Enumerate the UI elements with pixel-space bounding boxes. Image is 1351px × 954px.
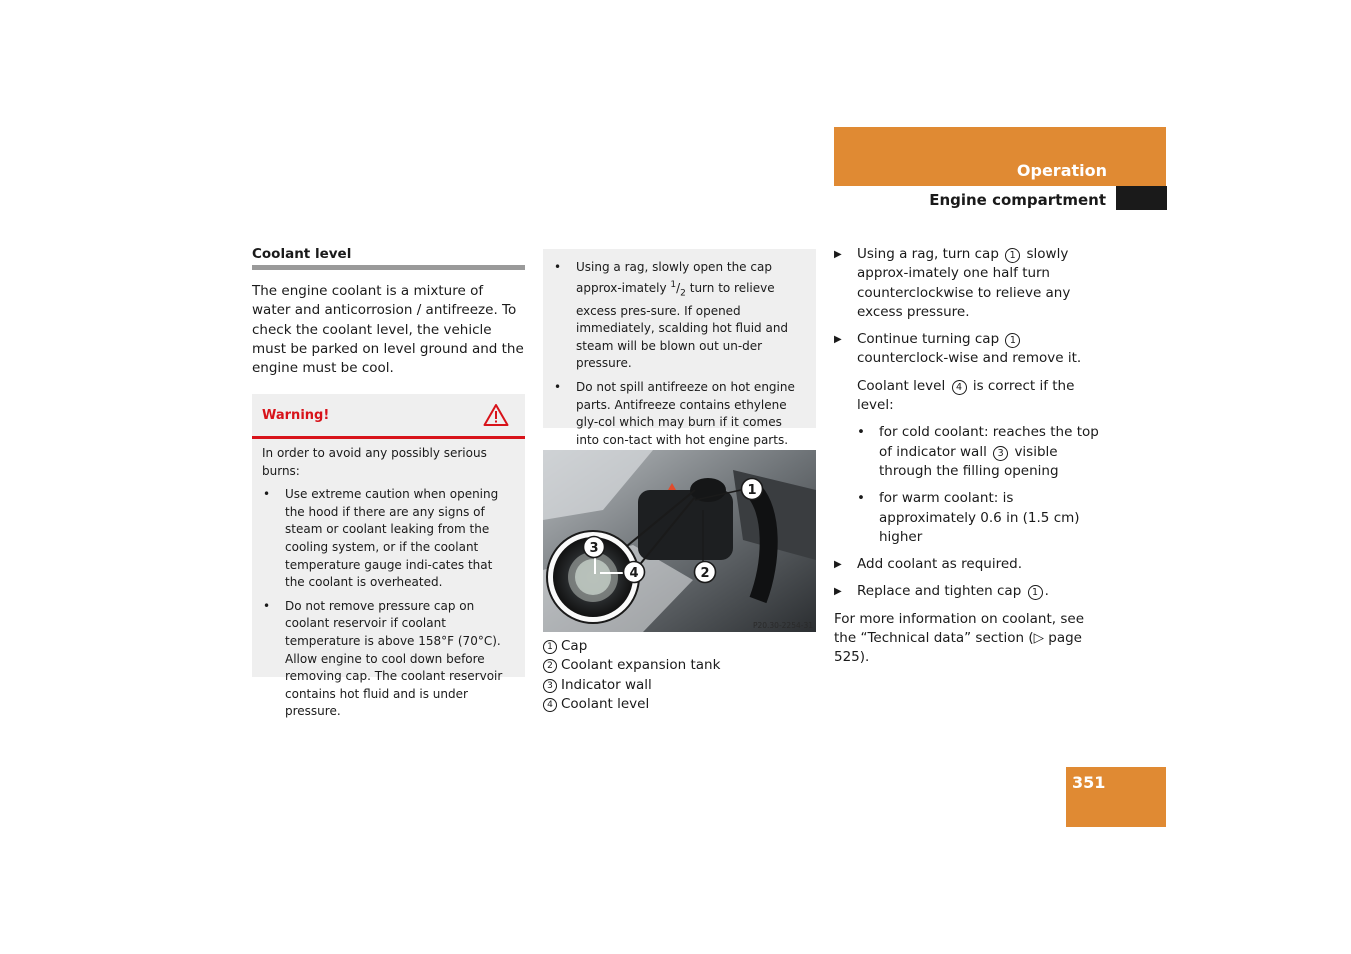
warning-header (252, 394, 525, 439)
page-number: 351 (1072, 773, 1106, 792)
step-text: . (1044, 583, 1049, 600)
list-item-text: Using a rag, slowly open the cap approx-imately (576, 260, 772, 295)
warning-continuation-box (543, 249, 816, 447)
svg-text:2: 2 (700, 566, 710, 581)
step-item (834, 582, 1110, 601)
step-text: counterclock-wise and remove it. (857, 350, 1082, 367)
step-text: is correct if the level: (857, 377, 1075, 414)
legend-label: Coolant expansion tank (561, 657, 721, 674)
warning-triangle-icon (483, 403, 509, 427)
coolant-intro: The engine coolant is a mixture of water and anticorrosion / antifreeze. To check the coolant level, the vehicle must be parked on level ground and the engine must be cool. (252, 283, 524, 377)
ref-number: 1 (1005, 333, 1020, 348)
step-text: Replace and tighten cap (857, 583, 1022, 600)
subsection-title: Engine compartment (929, 191, 1106, 209)
svg-text:3: 3 (589, 541, 599, 556)
legend-item (543, 656, 816, 675)
procedure-steps (834, 245, 1110, 668)
step-text: Continue turning cap (857, 331, 1000, 348)
list-item: • Do not remove pressure cap on coolant reservoir if coolant temperature is above 158°F (70°C). Allow engine to cool down before removing cap. The coolant reservoir contains hot fluid and is under pressure. (262, 598, 515, 721)
warning-continuation-list (553, 253, 806, 449)
level-condition (834, 377, 1110, 416)
legend-item (543, 695, 816, 714)
callout-3 (584, 537, 605, 558)
step-item (834, 330, 1110, 369)
half-fraction: $^1/_2$ (670, 279, 686, 298)
step-text: for cold coolant: reaches the top of indicator wall (879, 424, 1099, 460)
step-text: Add coolant as required. (857, 556, 1022, 573)
list-item (553, 259, 806, 373)
warning-lead: In order to avoid any possibly serious burns: (262, 446, 487, 478)
step-arrow-icon: ▶ (834, 586, 842, 598)
step-arrow-icon: ▶ (834, 249, 842, 260)
ref-number: 1 (1028, 585, 1043, 600)
step-item (834, 555, 1110, 574)
ref-number: 1 (1005, 248, 1020, 263)
callout-2 (695, 562, 716, 583)
svg-text:4: 4 (629, 566, 639, 581)
section-header-band (834, 127, 1166, 186)
legend-item (543, 637, 816, 656)
list-item: • Do not spill antifreeze on hot engine parts. Antifreeze contains ethylene gly-col which may burn if it comes into con-tact with hot engine parts. (553, 379, 806, 449)
legend-label: Cap (561, 638, 588, 654)
subsection-marker (1116, 186, 1167, 210)
legend-number: 2 (543, 659, 557, 673)
legend-number: 3 (543, 679, 557, 693)
fraction-numerator: 1 (670, 279, 677, 290)
ref-number: 4 (952, 380, 967, 395)
section-title: Operation (1016, 161, 1107, 180)
step-text: visible through the filling opening (879, 443, 1059, 479)
step-arrow-icon: ▶ (834, 559, 842, 571)
figure-code: P20.30-2254-31 (752, 621, 813, 630)
fraction-denominator: 2 (680, 287, 686, 298)
page-number-band (1066, 767, 1166, 827)
condition-item (834, 423, 1110, 481)
step-text: slowly approx-imately one half turn counterclockwise to relieve any excess pressure. (857, 246, 1071, 320)
step-text: Using a rag, turn cap (857, 246, 999, 262)
warning-body (252, 439, 525, 721)
callout-4 (624, 562, 645, 583)
ref-number: 3 (993, 446, 1008, 461)
warning-box (252, 394, 525, 719)
list-item-text: turn to relieve excess pres-sure. If opened immediately, scalding hot fluid and steam will be blown out un-der pressure. (576, 280, 789, 371)
condition-item: • for warm coolant: is approximately 0.6 in (1.5 cm) higher (834, 489, 1110, 547)
coolant-heading: Coolant level (252, 246, 525, 270)
legend-label: Coolant level (561, 695, 650, 712)
legend-item (543, 676, 816, 695)
list-item: • Use extreme caution when opening the hood if there are any signs of steam or coolant leaking from the cooling system, or if the coolant temperature gauge indi-cates that the coolant is overheated. (262, 486, 515, 592)
legend-number: 1 (543, 640, 557, 654)
warning-title: Warning! (262, 408, 330, 423)
legend-number: 4 (543, 698, 557, 712)
engine-compartment-photo (543, 450, 816, 632)
more-info: For more information on coolant, see the “Technical data” section (▷ page 525). (834, 610, 1085, 666)
coolant-section (252, 246, 525, 378)
step-arrow-icon: ▶ (834, 334, 842, 346)
step-item (834, 245, 1110, 322)
step-text: Coolant level (857, 377, 946, 394)
legend-label: Indicator wall (561, 676, 652, 693)
callout-1 (742, 479, 763, 500)
figure-legend (543, 637, 816, 714)
warning-list (262, 486, 515, 721)
svg-text:1: 1 (747, 483, 757, 498)
